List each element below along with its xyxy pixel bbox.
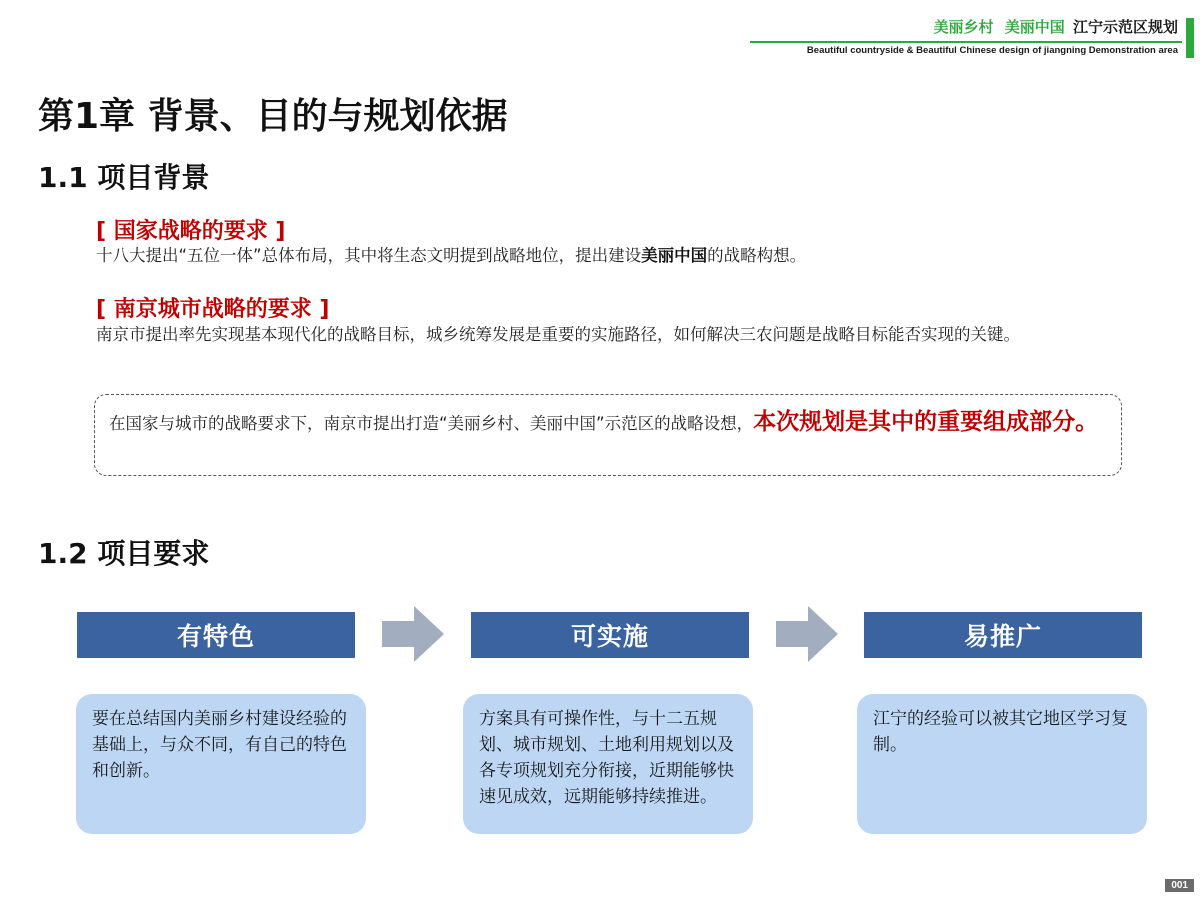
header-title-green-1: 美丽乡村 — [933, 18, 994, 36]
requirement-desc-feasible: 方案具有可操作性，与十二五规划、城市规划、土地利用规划以及各专项规划充分衔接，近期能够快速见成效，远期能够持续推进。 — [463, 694, 753, 834]
header-subtitle: Beautiful countryside & Beautiful Chinese design of jiangning Demonstration area — [806, 45, 1178, 56]
page-number: 001 — [1165, 879, 1194, 892]
header-title-green-2: 美丽中国 — [1004, 18, 1065, 36]
header-rule — [750, 41, 1182, 43]
national-strategy-text-before: 十八大提出“五位一体”总体布局，其中将生态文明提到战略地位，提出建设 — [96, 246, 642, 265]
nanjing-strategy-text: 南京市提出率先实现基本现代化的战略目标，城乡统筹发展是重要的实施路径，如何解决三农问题是战略目标能否实现的关键。 — [96, 325, 1020, 344]
requirement-tag-feasible: 可实施 — [471, 612, 749, 658]
summary-note-end: 。 — [1075, 409, 1099, 435]
header-title-dark: 江宁示范区规划 — [1072, 18, 1178, 36]
summary-note-box — [94, 394, 1122, 476]
national-strategy-text-after: 的战略构想。 — [707, 246, 807, 265]
section-title-background: 1.1 项目背景 — [38, 161, 210, 194]
requirement-tag-distinctive: 有特色 — [77, 612, 355, 658]
header-title — [933, 16, 1178, 37]
requirement-desc-replicable: 江宁的经验可以被其它地区学习复制。 — [857, 694, 1147, 834]
national-strategy-text — [96, 243, 1136, 269]
nanjing-strategy-heading: [ 南京城市战略的要求 ] — [96, 297, 330, 322]
flow-arrow-icon — [776, 606, 838, 662]
national-strategy-heading: [ 国家战略的要求 ] — [96, 219, 286, 244]
flow-arrow-icon — [382, 606, 444, 662]
summary-note-highlight: 本次规划是其中的重要组成部分 — [753, 409, 1076, 435]
summary-note-text: 在国家与城市的战略要求下，南京市提出打造“美丽乡村、美丽中国”示范区的战略设想， — [109, 414, 754, 433]
requirement-desc-distinctive: 要在总结国内美丽乡村建设经验的基础上，与众不同，有自己的特色和创新。 — [76, 694, 366, 834]
national-strategy-text-bold: 美丽中国 — [641, 246, 708, 265]
requirement-tag-replicable: 易推广 — [864, 612, 1142, 658]
header-accent-bar — [1186, 18, 1194, 58]
chapter-title: 第1章 背景、目的与规划依据 — [38, 96, 508, 137]
section-title-requirements: 1.2 项目要求 — [38, 537, 210, 570]
